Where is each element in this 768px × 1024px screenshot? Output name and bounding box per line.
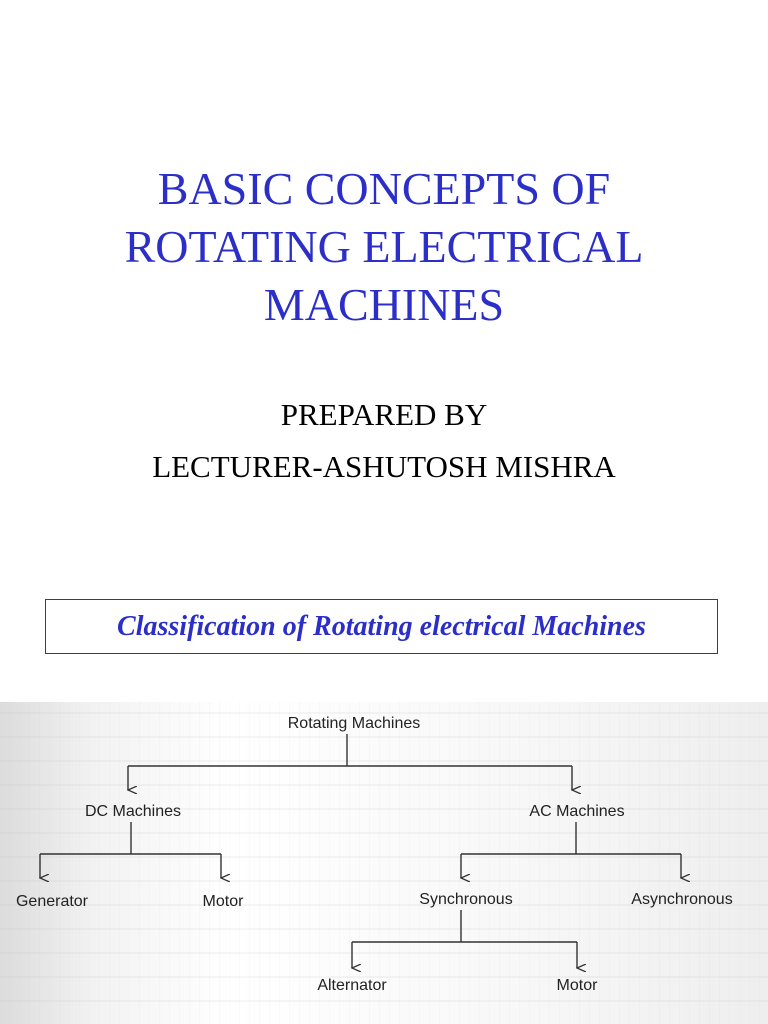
title-line-1: BASIC CONCEPTS OF bbox=[157, 163, 611, 214]
node-sync-motor: Motor bbox=[556, 977, 598, 994]
node-dc-motor: Motor bbox=[202, 893, 244, 910]
classification-tree-diagram bbox=[0, 702, 768, 1024]
node-synchronous: Synchronous bbox=[419, 891, 513, 908]
node-ac-machines: AC Machines bbox=[529, 803, 625, 820]
classification-heading-box bbox=[45, 599, 718, 654]
node-rotating-machines: Rotating Machines bbox=[287, 715, 421, 732]
lecturer-name: LECTURER-ASHUTOSH MISHRA bbox=[152, 449, 616, 484]
node-alternator: Alternator bbox=[317, 977, 387, 994]
title-line-2: ROTATING ELECTRICAL bbox=[124, 221, 644, 272]
node-dc-machines: DC Machines bbox=[84, 803, 182, 820]
prepared-by-label: PREPARED BY bbox=[280, 397, 488, 432]
node-generator: Generator bbox=[15, 893, 89, 910]
classification-heading: Classification of Rotating electrical Machines bbox=[117, 610, 646, 642]
slide-title bbox=[0, 160, 768, 334]
title-line-3: MACHINES bbox=[263, 279, 505, 330]
node-asynchronous: Asynchronous bbox=[631, 891, 733, 908]
